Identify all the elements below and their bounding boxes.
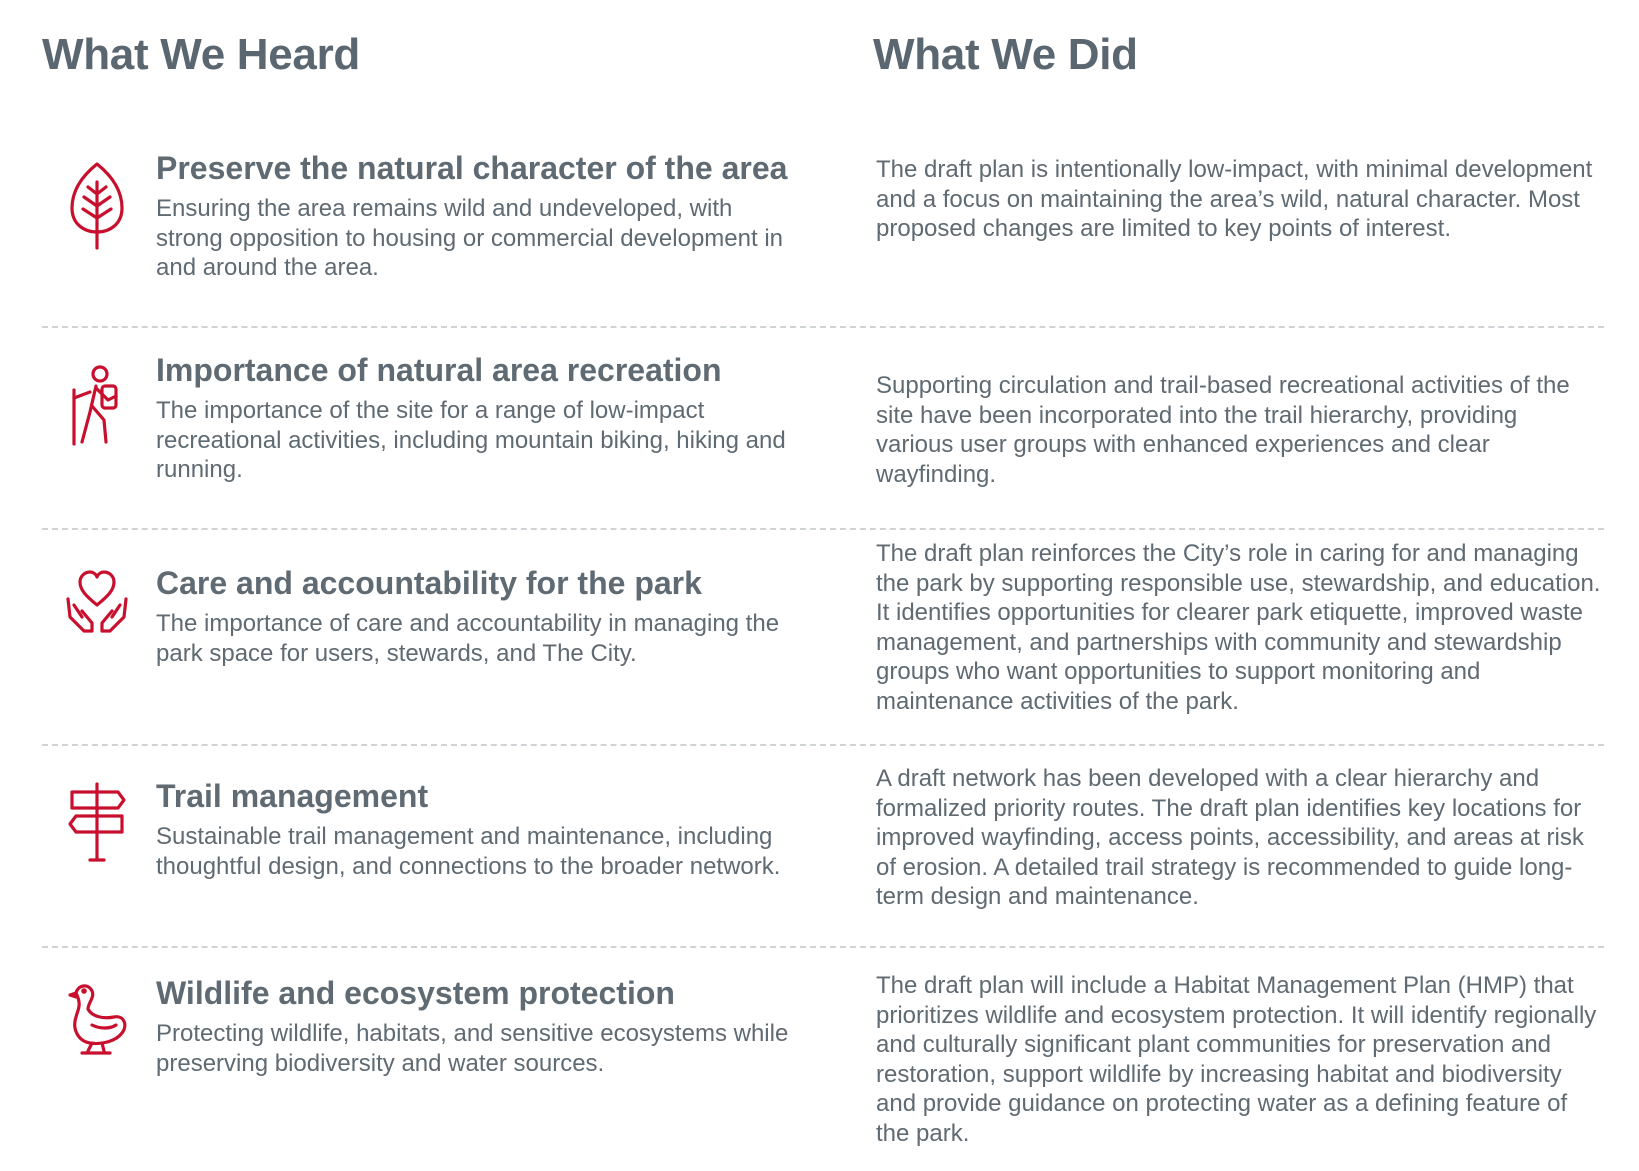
topic-description: The importance of the site for a range of low-impact recreational activities, including mountain biking, hiking and running. xyxy=(156,397,786,483)
topic-description: The importance of care and accountability in managing the park space for users, stewards, and The City. xyxy=(156,610,780,667)
response-text: A draft network has been developed with a clear hierarchy and formalized priority routes. The draft plan identifies key locations for improved wayfinding, access points, accessibility, and areas at risk of erosion. A detailed trail strategy is recommended to guide long-term design and maintenance. xyxy=(876,765,1584,910)
topic-title: Trail management xyxy=(156,778,429,814)
topic-title: Care and accountability for the park xyxy=(156,565,702,601)
row-divider xyxy=(42,326,1604,328)
topic-title: Importance of natural area recreation xyxy=(156,352,722,388)
signpost-icon xyxy=(62,780,132,870)
hiker-icon xyxy=(62,362,132,452)
row-divider xyxy=(42,528,1604,530)
response-text: The draft plan reinforces the City’s role in caring for and managing the park by supporting responsible use, stewardship, and education. It identifies opportunities for clearer park etiquette, improved waste management, and partnerships with community and stewardship groups who want opportunities to support monitoring and maintenance activities of the park. xyxy=(876,540,1601,715)
topic-title: Preserve the natural character of the area xyxy=(156,150,788,186)
row-divider xyxy=(42,946,1604,948)
topic-title: Wildlife and ecosystem protection xyxy=(156,975,675,1011)
heart-hands-icon xyxy=(62,565,132,655)
heading-what-we-did: What We Did xyxy=(873,30,1138,79)
topic-description: Sustainable trail management and maintenance, including thoughtful design, and connections to the broader network. xyxy=(156,823,781,880)
bird-icon xyxy=(62,979,132,1069)
response-text: Supporting circulation and trail-based recreational activities of the site have been incorporated into the trail hierarchy, providing various user groups with enhanced experiences and clear wayfinding. xyxy=(876,372,1570,488)
response-text: The draft plan will include a Habitat Management Plan (HMP) that prioritizes wildlife and ecosystem protection. It will identify regionally and culturally significant plant communities for preservation and restoration, support wildlife by increasing habitat and biodiversity and provide guidance on protecting water as a defining feature of the park. xyxy=(876,972,1597,1147)
leaf-icon xyxy=(62,160,132,250)
heading-what-we-heard: What We Heard xyxy=(42,30,361,79)
response-text: The draft plan is intentionally low-impact, with minimal development and a focus on maintaining the area’s wild, natural character. Most proposed changes are limited to key points of interest. xyxy=(876,156,1593,242)
topic-description: Protecting wildlife, habitats, and sensitive ecosystems while preserving biodiversity and water sources. xyxy=(156,1020,789,1077)
row-divider xyxy=(42,744,1604,746)
topic-description: Ensuring the area remains wild and undeveloped, with strong opposition to housing or commercial development in and around the area. xyxy=(156,195,784,281)
